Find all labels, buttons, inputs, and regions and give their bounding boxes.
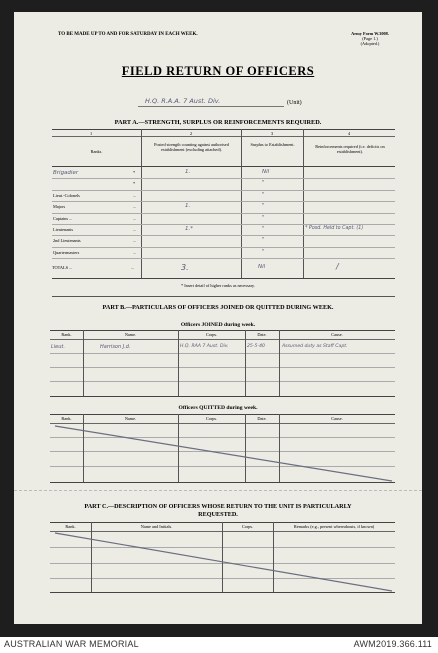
rank-mark: ... — [133, 216, 137, 221]
rank-label: Lieut.-Colonels — [53, 193, 80, 198]
joined-cause: Assumed duty as Staff Capt. — [282, 344, 348, 349]
rank-mark: ... — [133, 250, 137, 255]
joined-header-date: Date. — [257, 332, 267, 337]
surplus-value: " — [262, 180, 265, 186]
totals-surplus: Nil — [258, 264, 266, 270]
posted-strength: 1. — [185, 169, 191, 175]
joined-title: Officers JOINED during week. — [180, 322, 256, 328]
part-c-header-name: Name and Initials. — [140, 524, 173, 529]
rank-label: Brigadier — [53, 170, 79, 176]
footer-reference: AWM2019.366.111 — [353, 639, 432, 649]
rank-mark: ... — [133, 204, 137, 209]
joined-date: 25-5-40 — [247, 344, 265, 349]
col-header-surplus: Surplus to Establishment. — [250, 142, 295, 147]
joined-corps: H.Q. RAA 7 Aust. Div. — [180, 344, 229, 349]
form-page-number: (Page 1.) — [362, 36, 378, 41]
header-instruction: TO BE MADE UP TO AND FOR SATURDAY IN EACH WEEK. — [58, 32, 198, 37]
part-c-header-remarks: Remarks (e.g., present whereabouts, if known) — [293, 524, 375, 529]
rank-mark: * — [133, 170, 136, 175]
surplus-value: Nil — [262, 169, 270, 175]
rank-label: Lieutenants — [53, 227, 74, 232]
joined-header-corps: Corps. — [205, 332, 218, 337]
quitted-header-corps: Corps. — [205, 416, 218, 421]
form-number: Army Form W.3008. — [351, 31, 389, 36]
joined-name: Harrison J.d. — [100, 344, 131, 350]
rank-mark: ... — [133, 238, 137, 243]
rank-label: Quartermasters — [53, 250, 80, 255]
posted-strength: 1.* — [185, 226, 193, 232]
reinforcements-value: * Posd. Held to Capt. (1) — [305, 226, 364, 231]
rank-mark: ... — [133, 193, 137, 198]
rank-label: 2nd Lieutenants — [53, 238, 81, 243]
form-title: FIELD RETURN OF OFFICERS — [121, 64, 315, 78]
joined-rank: Lieut. — [51, 344, 65, 350]
part-c-header-corps: Corps. — [241, 524, 254, 529]
col-header-reinforcements: Reinforcements required (i.e. deficits on establishment). — [315, 144, 385, 154]
part-a-footnote: * Insert detail of higher ranks as necessary. — [181, 283, 255, 288]
rank-mark: ... — [133, 227, 137, 232]
col-number: 4 — [348, 131, 351, 136]
totals-strength: 3. — [181, 263, 189, 272]
totals-label: TOTALS ... — [52, 265, 73, 270]
col-number: 1 — [90, 131, 93, 136]
joined-header-name: Name. — [124, 332, 137, 337]
quitted-header-date: Date. — [257, 416, 267, 421]
surplus-value: " — [262, 226, 265, 232]
col-number: 3 — [271, 131, 274, 136]
rank-label: Majors — [53, 204, 66, 209]
surplus-value: " — [262, 215, 265, 221]
unit-value: H.Q. R.A.A. 7 Aust. Div. — [145, 97, 221, 105]
part-c-heading-line1: PART C.—DESCRIPTION OF OFFICERS WHOSE RETURN TO THE UNIT IS PARTICULARLY — [84, 503, 352, 510]
col-header-strength: Posted strength counting against authorised establishment (excluding attached). — [154, 142, 229, 152]
quitted-header-rank: Rank. — [61, 416, 72, 421]
part-a-heading: PART A.—STRENGTH, SURPLUS OR REINFORCEMENTS REQUIRED. — [114, 119, 322, 126]
joined-header-rank: Rank. — [61, 332, 72, 337]
footer-source: AUSTRALIAN WAR MEMORIAL — [4, 639, 139, 649]
unit-label: (Unit) — [287, 100, 302, 106]
col-number: 2 — [190, 131, 193, 136]
quitted-header-name: Name. — [124, 416, 137, 421]
part-c-heading-line2: REQUESTED. — [198, 511, 238, 518]
footer-bar — [0, 637, 438, 653]
surplus-value: " — [262, 237, 265, 243]
surplus-value: " — [262, 203, 265, 209]
totals-mark: ... — [131, 265, 135, 270]
quitted-header-cause: Cause. — [331, 416, 343, 421]
part-c-header-rank: Rank. — [65, 524, 76, 529]
rank-mark: * — [133, 181, 136, 186]
posted-strength: 1. — [185, 203, 191, 209]
surplus-value: " — [262, 249, 265, 255]
col-header-ranks: Ranks. — [90, 149, 103, 154]
joined-header-cause: Cause. — [331, 332, 343, 337]
quitted-title: Officers QUITTED during week. — [178, 405, 258, 411]
rank-label: Captains ... — [53, 216, 73, 221]
totals-reinforcements: / — [336, 262, 339, 271]
surplus-value: " — [262, 192, 265, 198]
form-adopted: (Adopted.) — [360, 41, 380, 46]
part-b-heading: PART B.—PARTICULARS OF OFFICERS JOINED OR QUITTED DURING WEEK. — [102, 304, 334, 311]
